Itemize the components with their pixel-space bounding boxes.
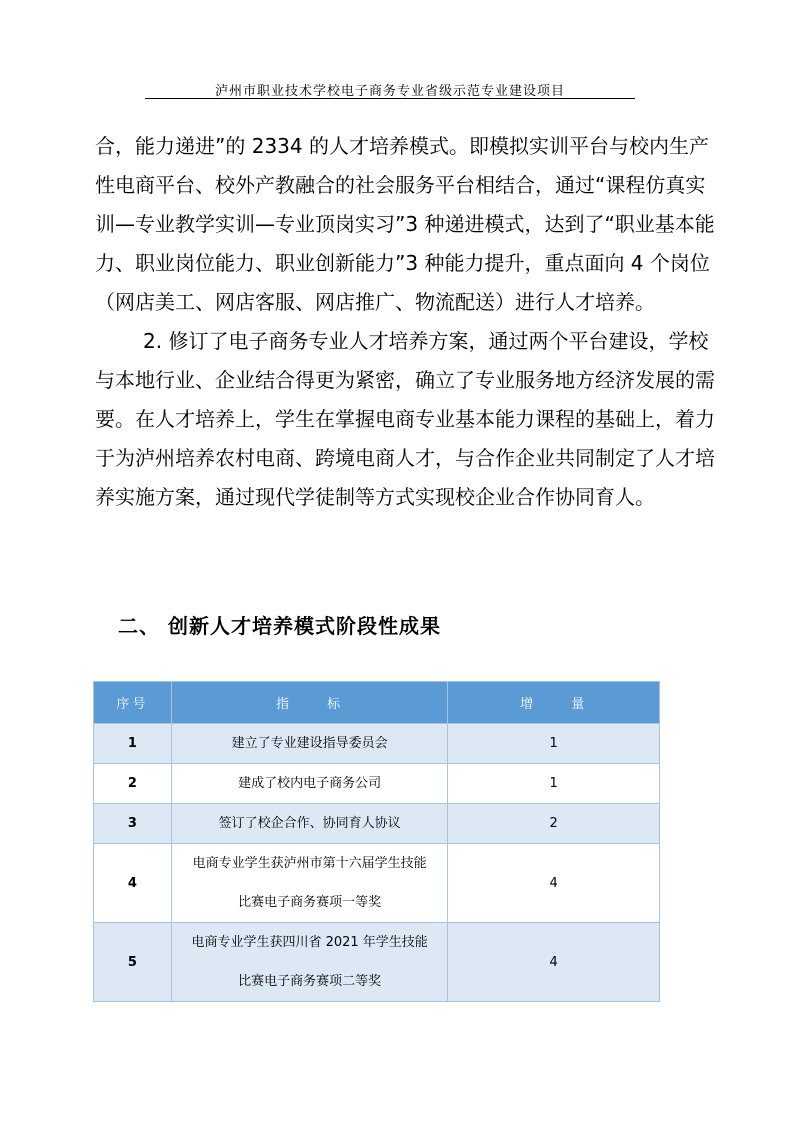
header-cell-indicator: 指 标 xyxy=(171,682,448,724)
row-indicator xyxy=(171,923,448,1002)
row-indicator xyxy=(171,764,448,804)
indicator-line: 签订了校企合作、协同育人协议 xyxy=(218,816,401,831)
row-increment: 1 xyxy=(448,764,660,804)
indicator-line: 比赛电子商务赛项一等奖 xyxy=(238,895,382,910)
header-rule xyxy=(145,98,635,99)
table-row xyxy=(94,724,660,764)
indicator-line: 建立了专业建设指导委员会 xyxy=(231,736,388,751)
table-header-row xyxy=(94,682,660,724)
row-increment: 2 xyxy=(448,804,660,844)
table-row xyxy=(94,844,660,923)
row-number: 2 xyxy=(94,764,172,804)
row-number: 1 xyxy=(94,724,172,764)
row-indicator xyxy=(171,804,448,844)
body-text xyxy=(95,127,715,517)
header-cell-increment: 增 量 xyxy=(448,682,660,724)
table-row xyxy=(94,764,660,804)
indicator-line: 比赛电子商务赛项二等奖 xyxy=(238,974,382,989)
row-indicator xyxy=(171,844,448,923)
row-number: 3 xyxy=(94,804,172,844)
results-table xyxy=(93,681,660,1002)
running-header: 泸州市职业技术学校电子商务专业省级示范专业建设项目 xyxy=(214,84,565,99)
row-number: 5 xyxy=(94,923,172,1002)
paragraph-1: 合，能力递进”的 2334 的人才培养模式。即模拟实训平台与校内生产性电商平台、校外产教融合的社会服务平台相结合，通过“课程仿真实训—专业教学实训—专业顶岗实习”3 种递进模式，达到了“职业基本能力、职业岗位能力、职业创新能力”3 种能力提升，重点面向 4 个岗位（网店美工、网店客服、网店推广、物流配送）进行人才培养。 xyxy=(95,134,715,314)
row-increment: 4 xyxy=(448,844,660,923)
table-row xyxy=(94,804,660,844)
row-increment: 1 xyxy=(448,724,660,764)
row-number: 4 xyxy=(94,844,172,923)
paragraph-2: 2. 修订了电子商务专业人才培养方案，通过两个平台建设，学校与本地行业、企业结合得更为紧密，确立了专业服务地方经济发展的需要。在人才培养上，学生在掌握电商专业基本能力课程的基础上，着力于为泸州培养农村电商、跨境电商人才，与合作企业共同制定了人才培养实施方案，通过现代学徒制等方式实现校企业合作协同育人。 xyxy=(95,329,715,509)
row-increment: 4 xyxy=(448,923,660,1002)
header-cell-no: 序号 xyxy=(94,682,172,724)
section-heading: 二、 创新人才培养模式阶段性成果 xyxy=(118,614,441,638)
table-row xyxy=(94,923,660,1002)
indicator-line: 电商专业学生获泸州市第十六届学生技能 xyxy=(192,856,427,871)
indicator-line: 建成了校内电子商务公司 xyxy=(238,776,382,791)
row-indicator xyxy=(171,724,448,764)
indicator-line: 电商专业学生获四川省 2021 年学生技能 xyxy=(191,935,428,950)
